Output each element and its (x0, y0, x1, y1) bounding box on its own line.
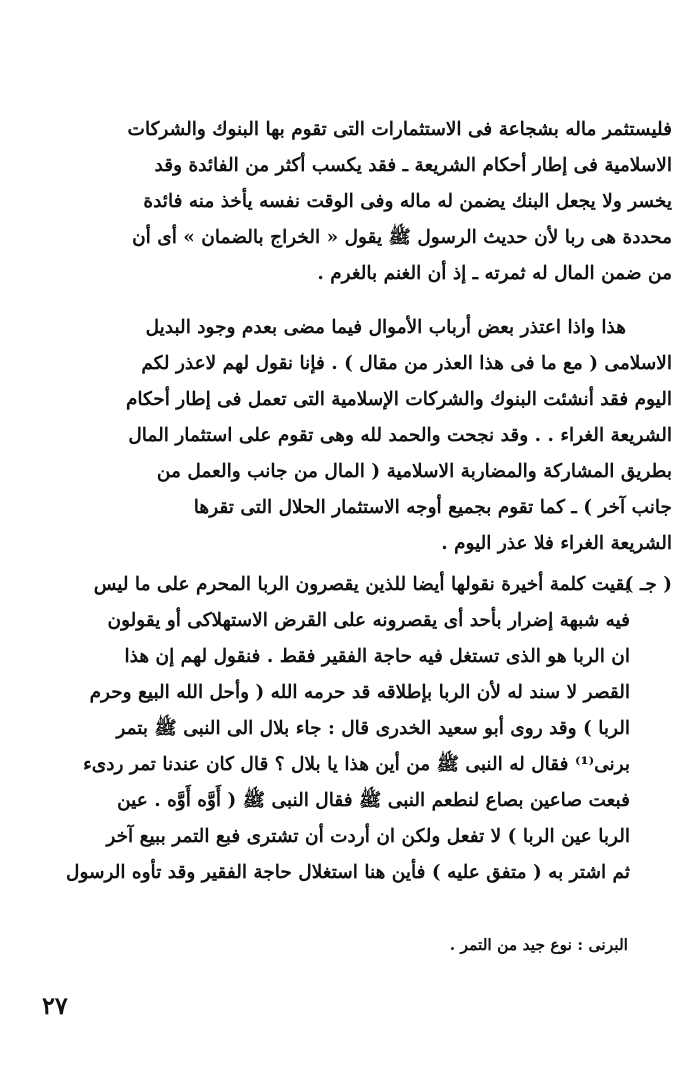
paragraph-line: الربا عين الربا ) لا تفعل ولكن ان أردت أن تشترى فبع التمر ببيع آخر (106, 826, 630, 847)
paragraph-line: اليوم فقد أنشئت البنوك والشركات الإسلامية التى تعمل فى إطار أحكام (125, 389, 672, 410)
paragraph-3 (52, 567, 672, 891)
paragraph-line: برنى⁽¹⁾ فقال له النبى ﷺ من أين هذا يا بلال ؟ قال كان عندنا تمر ردىء (83, 754, 630, 775)
paragraph-line: ثم اشتر به ( متفق عليه ) فأين هنا استغلال حاجة الفقير وقد تأوه الرسول (66, 862, 630, 883)
paragraph-2 (52, 310, 672, 562)
paragraph-line: جانب آخر ) ـ كما تقوم بجميع أوجه الاستثمار الحلال التى تقرها (193, 497, 672, 518)
paragraph-line: فبعت صاعين بصاع لنطعم النبى ﷺ فقال النبى ﷺ ( أَوَّه أَوَّه . عين (117, 790, 630, 811)
paragraph-line: الاسلامى ( مع ما فى هذا العذر من مقال ) . فإنا نقول لهم لاعذر لكم (141, 353, 672, 374)
paragraph-line: بقيت كلمة أخيرة نقولها أيضا للذين يقصرون الربا المحرم على ما ليس (93, 574, 630, 595)
page-number: ٢٧ (42, 991, 68, 1020)
paragraph-line: من ضمن المال له ثمرته ـ إذ أن الغنم بالغرم . (317, 263, 672, 284)
section-marker: ( جـ ) (624, 574, 672, 595)
footnote-divider (426, 920, 646, 921)
paragraph-line: بطريق المشاركة والمضاربة الاسلامية ( المال من جانب والعمل من (156, 461, 672, 482)
paragraph-line: محددة هى ربا لأن حديث الرسول ﷺ يقول « الخراج بالضمان » أى أن (132, 227, 672, 248)
paragraph-line: ان الربا هو الذى تستغل فيه حاجة الفقير فقط . فنقول لهم إن هذا (124, 646, 630, 667)
paragraph-line: الربا ) وقد روى أبو سعيد الخدرى قال : جاء بلال الى النبى ﷺ بتمر (116, 718, 630, 739)
paragraph-line: فيه شبهة إضرار بأحد أى يقصرونه على القرض الاستهلاكى أو يقولون (107, 610, 630, 631)
paragraph-1 (52, 112, 672, 292)
paragraph-line: الاسلامية فى إطار أحكام الشريعة ـ فقد يكسب أكثر من الفائدة وقد (154, 155, 672, 176)
paragraph-line: هذا واذا اعتذر بعض أرباب الأموال فيما مضى بعدم وجود البديل (145, 317, 626, 338)
paragraph-line: يخسر ولا يجعل البنك يضمن له ماله وفى الوقت نفسه يأخذ منه فائدة (143, 191, 672, 212)
paragraph-line: الشريعة الغراء فلا عذر اليوم . (441, 533, 672, 554)
footnote: البرنى : نوع جيد من التمر . (449, 935, 628, 954)
paragraph-line: فليستثمر ماله بشجاعة فى الاستثمارات التى تقوم بها البنوك والشركات (127, 119, 672, 140)
paragraph-line: الشريعة الغراء . . وقد نجحت والحمد لله وهى تقوم على استثمار المال (128, 425, 672, 446)
paragraph-line: القصر لا سند له لأن الربا بإطلاقه قد حرمه الله ( وأحل الله البيع وحرم (89, 682, 630, 703)
